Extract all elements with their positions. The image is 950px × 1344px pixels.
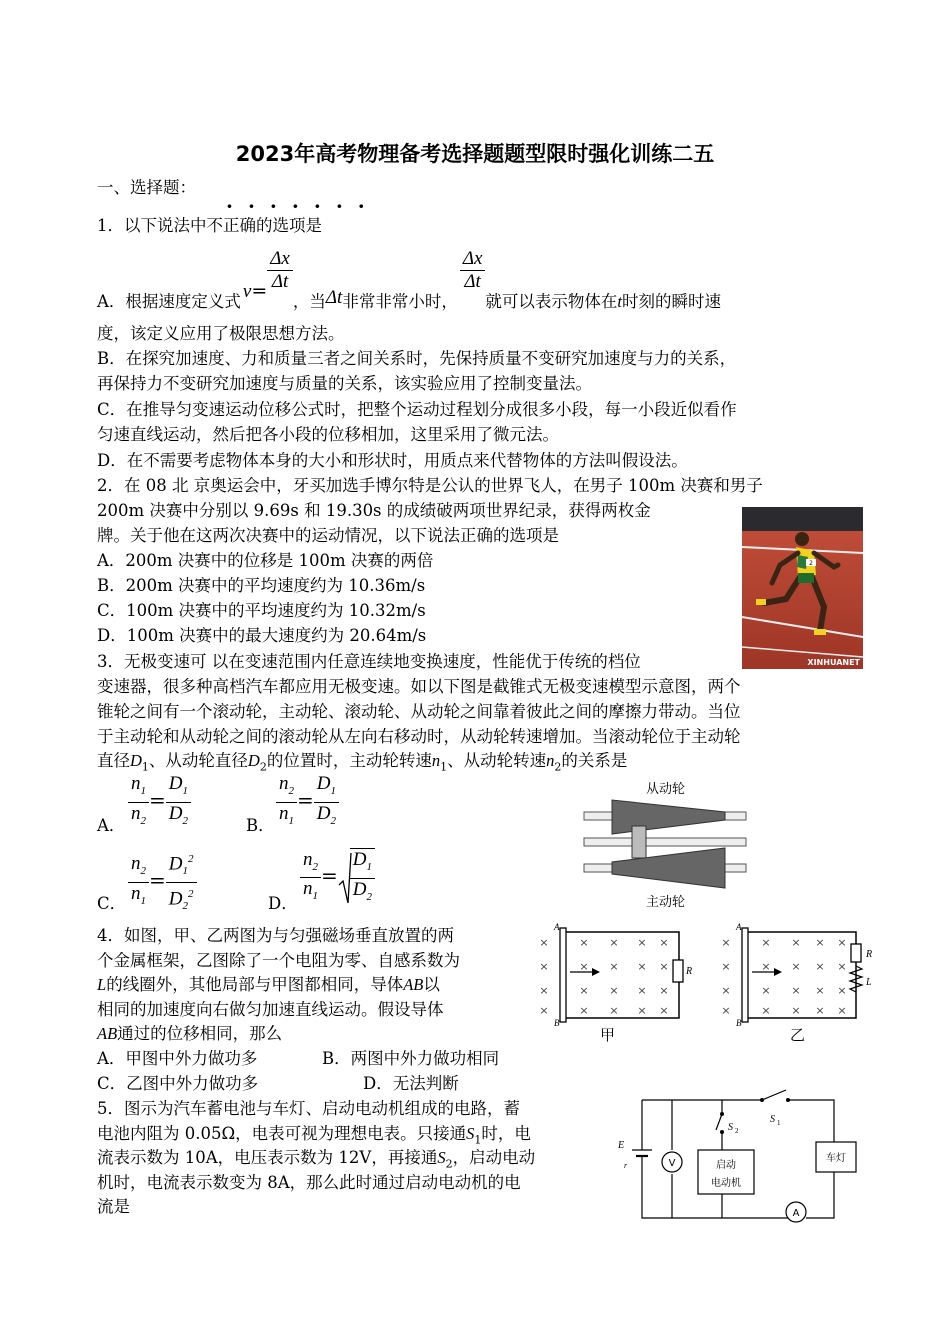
q2-option-a: A．200m 决赛中的位移是 100m 决赛的两倍 [97,551,434,570]
field-cross: × [815,960,825,973]
var-n: n [431,751,441,770]
label-A: A [554,922,560,932]
field-cross: × [837,960,847,973]
var-S: S [466,1124,475,1143]
var-D: D [316,773,331,794]
equals: = [297,787,314,812]
var-n: n [303,848,313,870]
field-cross: × [815,984,825,997]
emphasis-dots: ······· [226,194,380,218]
q1-c-line1: C．在推导匀变速运动位移公式时，把整个运动过程划分成很多小段，每一小段近似看作 [97,400,737,419]
q3-option-b-label: B． [246,816,275,835]
q3-option-a-formula [128,773,191,832]
field-cross: × [815,1004,825,1017]
q5-line5: 流是 [97,1197,130,1216]
field-cross: × [659,960,669,973]
q3-option-c-formula [128,848,197,917]
q5-line4: 机时，电流表示数变为 8A，那么此时通过启动电动机的电 [97,1173,521,1192]
q3-option-d-label: D． [268,894,298,913]
ammeter-label: A [792,1208,800,1219]
var-n: n [131,883,141,905]
equals: = [149,868,166,893]
fraction-dx-dt-2 [460,248,486,293]
sub: 2 [330,814,336,827]
q1-b-line2: 再保持力不变研究加速度与质量的关系，该实验应用了控制变量法。 [97,374,592,393]
q4-line1: 4．如图，甲、乙两图为与匀强磁场垂直放置的两 [97,926,454,945]
field-cross: × [609,936,619,949]
q4-option-c: C．乙图中外力做功多 [97,1074,259,1093]
field-cross: × [791,1004,801,1017]
q4-line5 [97,1022,282,1046]
var-D: D [168,888,183,910]
sub: 2 [182,814,188,827]
text: 电池内阻为 0.05Ω，电表可视为理想电表。只接通 [97,1124,467,1143]
label-S2: S [728,1122,733,1133]
sub-2: 2 [735,1127,739,1135]
sub: 2 [554,760,562,774]
frac-den: Δt [271,271,289,292]
sub: 1 [140,784,146,797]
q3-line1: 3．无极变速可 以在变速范围内任意连续地变换速度，性能优于传统的档位 [97,652,641,671]
equals: = [149,787,166,812]
q2-option-c: C．100m 决赛中的平均速度约为 10.32m/s [97,601,426,620]
runner-bib: 2 [809,560,813,567]
q2-line1: 2．在 08 北 京奥运会中，牙买加选手博尔特是公认的世界飞人，在男子 100m 决赛和男子 [97,476,763,495]
q1-c-line2: 匀速直线运动，然后把各小段的位移相加，这里采用了微元法。 [97,425,559,444]
sub: 1 [312,890,318,903]
page-title: 2023年高考物理备考选择题题型限时强化训练二五 [235,142,715,166]
section-heading: 一、选择题： [97,178,196,197]
field-cross: × [637,1004,647,1017]
field-cross: × [721,1004,731,1017]
sub: 1 [330,784,336,797]
label-S1: S [770,1114,775,1125]
text: 的位置时，主动轮转速 [266,751,432,770]
q1-a-tail2: 时刻的瞬时速 [622,292,721,311]
field-cross: × [721,984,731,997]
label-r: r [624,1161,628,1170]
q3-option-c-label: C． [97,894,127,913]
text: 通过的位移相同，那么 [117,1024,283,1043]
sub: 2 [140,865,146,878]
label-B: B [554,1018,560,1028]
field-cross: × [815,936,825,949]
q1-a-mid2: 非常非常小时， [342,292,458,311]
field-cross: × [761,960,771,973]
q2-option-b: B．200m 决赛中的平均速度约为 10.36m/s [97,576,426,595]
text: 、从动轮转速 [447,751,547,770]
field-cross: × [659,1004,669,1017]
cvt-diagram [580,776,750,911]
var-v: v [242,281,252,302]
q3-line2: 变速器，很多种高档汽车都应用无极变速。如以下图是截锥式无极变速模型示意图，两个 [97,677,741,696]
field-cross: × [721,936,731,949]
q1-a-mid1: ，当 [292,292,326,311]
frac-den: Δt [464,271,481,292]
frac-num: Δx [267,248,293,271]
driving-wheel-label: 主动轮 [646,895,686,910]
var-D: D [352,878,367,900]
text: 时，电 [481,1124,531,1143]
var-n: n [131,773,141,794]
q3-line4: 于主动轮和从动轮之间的滚动轮从左向右移动时，从动轮转速增加。当滚动轮位于主动轮 [97,727,741,746]
label-R: R [866,949,873,960]
q1-b-line1: B．在探究加速度、力和质量三者之间关系时，先保持质量不变研究加速度与力的关系， [97,349,737,368]
text: 直径 [97,751,130,770]
caption-jia: 甲 [600,1026,616,1044]
q4-line2: 个金属框架，乙图除了一个电阻为零、自感系数为 [97,951,460,970]
field-cross: × [837,936,847,949]
fraction-dx-dt [267,248,293,293]
field-cross: × [579,984,589,997]
label-R: R [686,966,693,977]
sub: 1 [474,1133,482,1147]
text: 流表示数为 10A，电压表示数为 12V，再接通 [97,1148,438,1167]
q1-d-line1: D．在不需要考虑物体本身的大小和形状时，用质点来代替物体的方法叫假设法。 [97,451,688,470]
equals: = [321,863,338,888]
sub: 2 [140,814,146,827]
var-D: D [316,802,331,824]
var-n: n [279,802,289,824]
field-cross: × [539,984,549,997]
q2-option-d: D．100m 决赛中的最大速度约为 20.64m/s [97,626,427,645]
field-cross: × [637,936,647,949]
q3-option-a-label: A． [97,816,126,835]
label-A: A [736,922,742,932]
var-n: n [131,853,141,875]
var-t: t [617,292,622,311]
sub: 2 [259,760,267,774]
text: 、从动轮直径 [148,751,248,770]
var-n: n [303,878,313,900]
field-cross: × [761,984,771,997]
q3-option-d-formula [300,848,375,908]
sub-1: 1 [777,1119,781,1127]
driven-wheel-label: 从动轮 [646,782,686,797]
label-B: B [736,1018,742,1028]
field-cross: × [837,984,847,997]
field-cross: × [659,984,669,997]
q1-stem: 1．以下说法中不正确的选项是 [97,216,322,235]
field-cross: × [609,984,619,997]
sub: 1 [182,784,188,797]
sub: 1 [366,860,372,873]
field-cross: × [609,1004,619,1017]
runner-photo [742,507,863,669]
field-cross: × [579,1004,589,1017]
caption-yi: 乙 [790,1026,806,1044]
sub: 2 [312,860,318,873]
sup: 2 [188,888,194,901]
var-AB: AB [403,975,424,994]
sub: 1 [182,865,188,878]
q4-option-a: A．甲图中外力做功多 [97,1049,258,1068]
sub: 2 [288,784,294,797]
field-cross: × [761,1004,771,1017]
field-cross: × [637,960,647,973]
field-cross: × [659,936,669,949]
text: 的线圈外，其他局部与甲图都相同，导体 [106,975,404,994]
sub: 2 [445,1157,453,1171]
q3-option-b-formula [276,773,339,832]
q1-a-line2: 度，该定义应用了极限思想方法。 [97,324,345,343]
field-cross: × [721,960,731,973]
field-cross: × [609,960,619,973]
var-D: D [130,751,142,770]
var-D: D [168,853,183,875]
field-cross: × [791,936,801,949]
var-n: n [546,751,555,770]
q2-line2: 200m 决赛中分别以 9.69s 和 19.30s 的成绩破两项世界纪录，获得两枚金 [97,501,651,520]
field-cross: × [637,984,647,997]
motor-label-1: 启动 [716,1160,736,1171]
motor-label-2: 电动机 [711,1178,741,1189]
sup: 2 [188,853,194,865]
var-S: S [437,1148,446,1167]
var-D: D [168,773,183,794]
q4-line4: 相同的加速度向右做匀加速直线运动。假设导体 [97,1000,444,1019]
sub: 1 [440,760,448,774]
q4-option-b: B．两图中外力做功相同 [322,1049,500,1068]
field-cross: × [539,960,549,973]
field-cross: × [791,960,801,973]
q1-a-tail1: 就可以表示物体在 [485,292,618,311]
equals: = [251,280,268,302]
lamp-label: 车灯 [826,1153,846,1164]
q2-line3: 牌。关于他在这两次决赛中的运动情况，以下说法正确的选项是 [97,526,559,545]
voltmeter-label: V [668,1158,676,1169]
frame-jia-diagram [534,922,700,1044]
field-cross: × [791,984,801,997]
field-cross: × [539,1004,549,1017]
q4-option-d: D．无法判断 [363,1074,459,1093]
var-AB: AB [97,1024,118,1043]
sub: 2 [366,890,372,903]
var-D: D [352,849,367,870]
var-dt: Δt [325,287,343,308]
sub: 1 [141,760,149,774]
frac-num: Δx [460,248,486,271]
q4-line3 [97,973,440,997]
text: 以 [423,975,440,994]
var-D: D [247,751,260,770]
var-n: n [131,802,141,824]
field-cross: × [579,960,589,973]
q1-a-prefix: A．根据速度定义式 [97,292,241,311]
q3-line3: 锥轮之间有一个滚动轮，主动轮、滚动轮、从动轮之间靠着彼此之间的摩擦力带动。当位 [97,702,741,721]
field-cross: × [539,936,549,949]
label-E: E [618,1140,625,1151]
q5-line1: 5．图示为汽车蓄电池与车灯、启动电动机组成的电路，蓄 [97,1099,520,1118]
text: 的关系是 [561,751,628,770]
sub: 1 [140,894,146,907]
var-n: n [279,773,289,794]
sub: 1 [288,814,294,827]
field-cross: × [761,936,771,949]
field-cross: × [579,936,589,949]
text: ，启动电动 [452,1148,536,1167]
circuit-diagram [612,1088,872,1228]
sub: 2 [182,900,188,913]
field-cross: × [837,1004,847,1017]
var-L: L [97,975,107,994]
photo-watermark: XINHUANET [807,658,860,667]
q1-option-a [97,248,721,311]
label-L: L [866,977,872,988]
frame-yi-diagram [716,922,882,1044]
var-D: D [168,802,183,824]
